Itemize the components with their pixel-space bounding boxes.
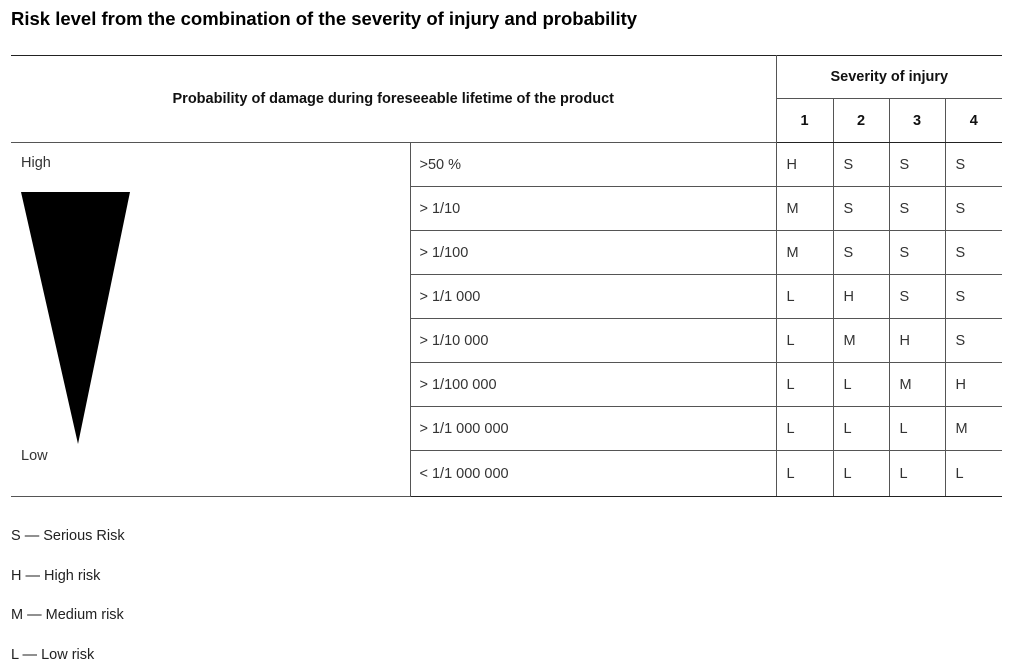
risk-matrix-table bbox=[11, 55, 1002, 497]
risk-cell: L bbox=[833, 407, 889, 451]
severity-header: Severity of injury bbox=[776, 56, 1002, 99]
scale-high-label: High bbox=[21, 155, 51, 171]
page-title: Risk level from the combination of the severity of injury and probability bbox=[11, 8, 638, 29]
risk-cell: L bbox=[833, 363, 889, 407]
table-row bbox=[11, 143, 1002, 187]
legend-item-medium: M — Medium risk bbox=[11, 607, 124, 623]
risk-cell: S bbox=[945, 143, 1002, 187]
risk-cell: H bbox=[945, 363, 1002, 407]
legend-item-low: L — Low risk bbox=[11, 647, 95, 663]
risk-cell: M bbox=[776, 187, 833, 231]
severity-level-1: 1 bbox=[776, 99, 833, 143]
severity-level-4: 4 bbox=[945, 99, 1002, 143]
risk-cell: M bbox=[889, 363, 945, 407]
risk-cell: L bbox=[889, 407, 945, 451]
risk-cell: S bbox=[833, 231, 889, 275]
probability-value: < 1/1 000 000 bbox=[410, 451, 776, 497]
risk-cell: L bbox=[776, 407, 833, 451]
probability-scale-cell bbox=[11, 143, 410, 497]
risk-cell: M bbox=[776, 231, 833, 275]
risk-cell: L bbox=[776, 363, 833, 407]
probability-value: > 1/100 bbox=[410, 231, 776, 275]
scale-low-label: Low bbox=[21, 448, 48, 464]
risk-cell: S bbox=[889, 187, 945, 231]
risk-cell: H bbox=[776, 143, 833, 187]
severity-level-3: 3 bbox=[889, 99, 945, 143]
risk-cell: L bbox=[776, 319, 833, 363]
risk-cell: S bbox=[833, 187, 889, 231]
risk-cell: S bbox=[889, 275, 945, 319]
legend-item-high: H — High risk bbox=[11, 568, 101, 584]
legend-item-serious: S — Serious Risk bbox=[11, 528, 125, 544]
probability-value: > 1/10 000 bbox=[410, 319, 776, 363]
risk-cell: L bbox=[833, 451, 889, 497]
severity-level-2: 2 bbox=[833, 99, 889, 143]
risk-cell: S bbox=[889, 143, 945, 187]
header-row-top bbox=[11, 56, 1002, 99]
probability-value: > 1/1 000 bbox=[410, 275, 776, 319]
risk-cell: S bbox=[889, 231, 945, 275]
risk-cell: S bbox=[945, 319, 1002, 363]
risk-cell: L bbox=[889, 451, 945, 497]
risk-cell: L bbox=[945, 451, 1002, 497]
risk-cell: H bbox=[833, 275, 889, 319]
risk-cell: L bbox=[776, 451, 833, 497]
probability-value: > 1/10 bbox=[410, 187, 776, 231]
risk-cell: S bbox=[833, 143, 889, 187]
probability-value: > 1/1 000 000 bbox=[410, 407, 776, 451]
probability-header: Probability of damage during foreseeable lifetime of the product bbox=[11, 56, 776, 143]
risk-cell: M bbox=[945, 407, 1002, 451]
risk-cell: S bbox=[945, 231, 1002, 275]
probability-value: >50 % bbox=[410, 143, 776, 187]
risk-cell: S bbox=[945, 187, 1002, 231]
risk-cell: L bbox=[776, 275, 833, 319]
probability-value: > 1/100 000 bbox=[410, 363, 776, 407]
decreasing-probability-arrow-icon bbox=[21, 192, 130, 444]
risk-cell: H bbox=[889, 319, 945, 363]
risk-cell: S bbox=[945, 275, 1002, 319]
risk-cell: M bbox=[833, 319, 889, 363]
